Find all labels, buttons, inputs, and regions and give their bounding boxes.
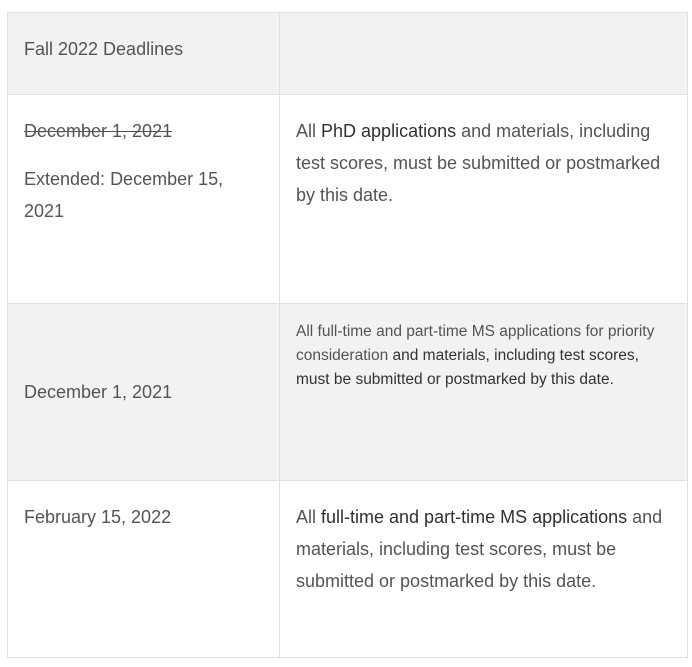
deadline-description: All PhD applications and materials, including test scores, must be submitted or postmarked by this date. [296, 121, 661, 205]
deadlines-table [7, 12, 688, 658]
table-header-row [8, 13, 688, 95]
ms-priority-applications-link[interactable]: All full-time and part-time MS applications for priority consideration [296, 323, 655, 364]
deadline-description-cell [280, 95, 688, 304]
table-row [8, 95, 688, 304]
deadline-description: All full-time and part-time MS applications for priority consideration and materials, including test scores, must be submitted or postmarked by this date. [296, 323, 655, 388]
header-cell [8, 13, 280, 95]
table-title: Fall 2022 Deadlines [24, 39, 184, 59]
phd-applications-link[interactable]: PhD applications [321, 121, 457, 141]
table-row [8, 481, 688, 658]
deadline-date-cell [8, 95, 280, 304]
table-row [8, 304, 688, 481]
deadline-description-cell [280, 304, 688, 481]
deadline-description: All full-time and part-time MS applications and materials, including test scores, must be submitted or postmarked by this date. [296, 507, 663, 591]
ms-applications-link[interactable]: full-time and part-time MS applications [321, 507, 628, 527]
deadline-date-cell [8, 481, 280, 658]
header-empty-cell [280, 13, 688, 95]
deadline-date: February 15, 2022 [24, 507, 172, 527]
deadline-description-cell [280, 481, 688, 658]
extended-deadline-date: Extended: December 15, 2021 [24, 169, 224, 221]
old-deadline-date: December 1, 2021 [24, 121, 173, 141]
deadline-date-cell [8, 304, 280, 481]
deadline-date: December 1, 2021 [24, 382, 173, 402]
